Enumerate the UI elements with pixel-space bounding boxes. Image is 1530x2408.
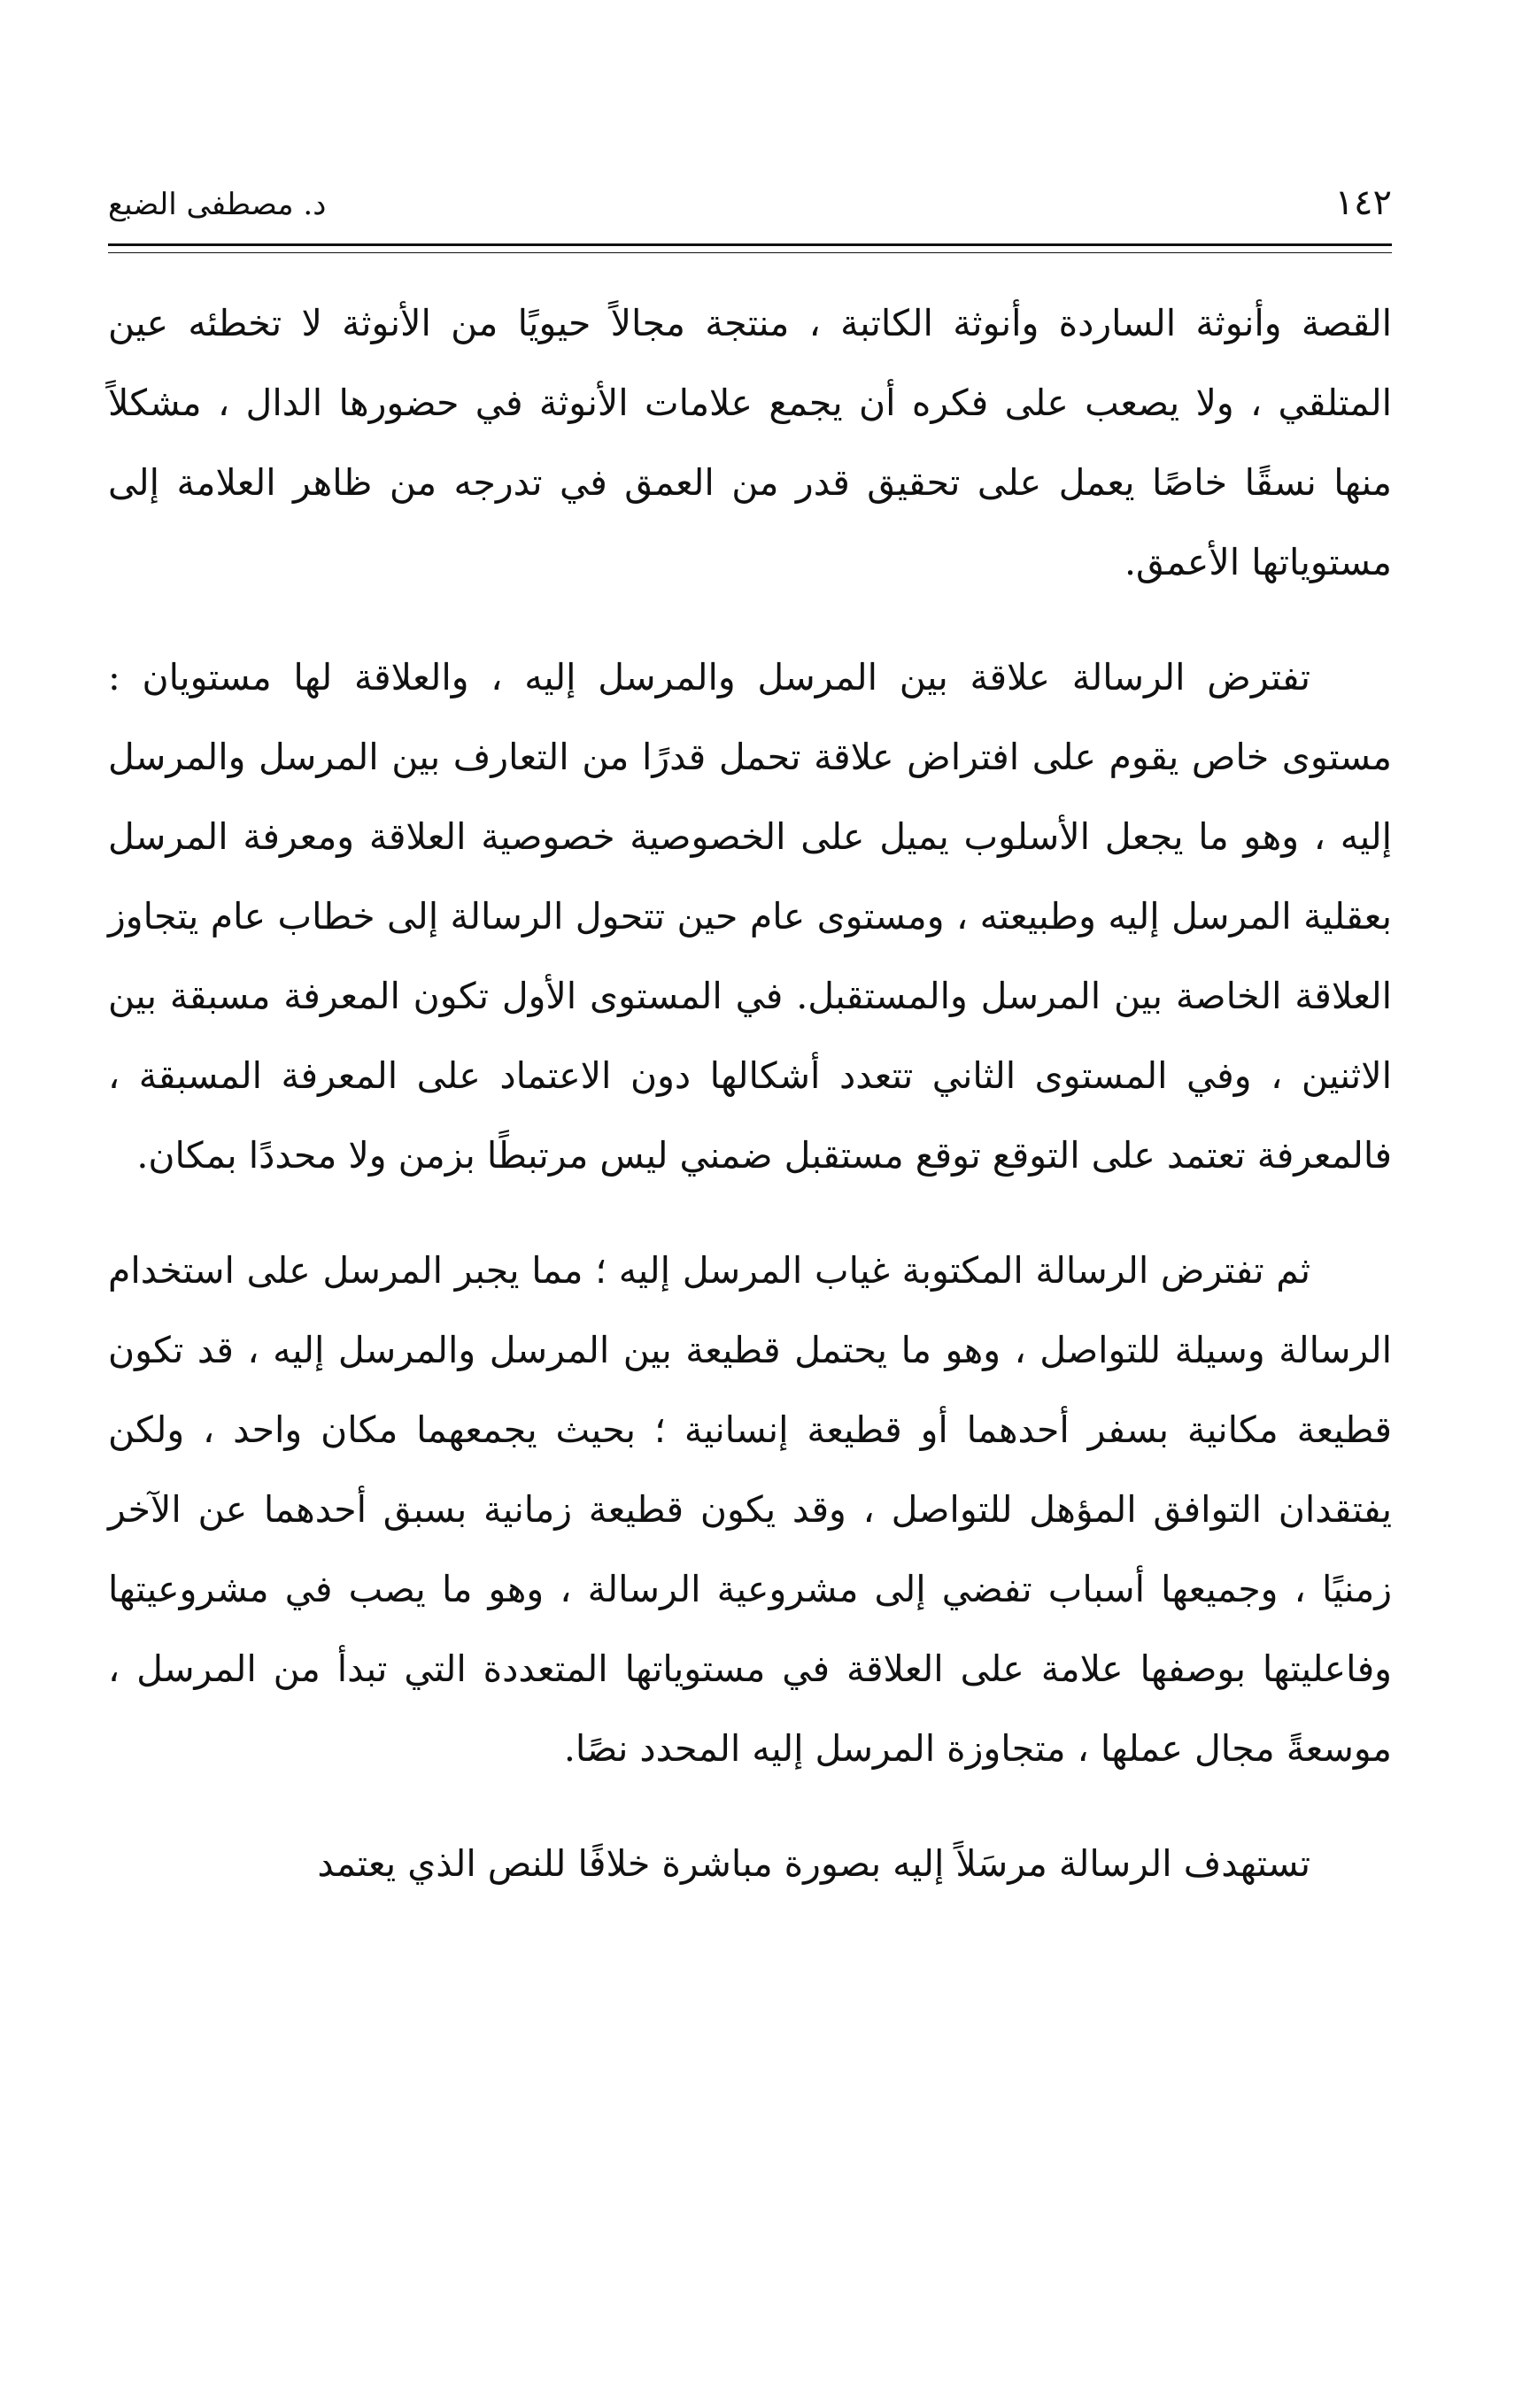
running-header — [108, 174, 1392, 235]
paragraph: تفترض الرسالة علاقة بين المرسل والمرسل إليه ، والعلاقة لها مستويان : مستوى خاص يقوم على افتراض علاقة تحمل قدرًا من التعارف بين المرسل والمرسل إليه ، وهو ما يجعل الأسلوب يميل على الخصوصية خصوصية العلاقة ومعرفة المرسل بعقلية المرسل إليه وطبيعته ، ومستوى عام حين تتحول الرسالة إلى خطاب عام يتجاوز العلاقة الخاصة بين المرسل والمستقبل. في المستوى الأول تكون المعرفة مسبقة بين الاثنين ، وفي المستوى الثاني تتعدد أشكالها دون الاعتماد على المعرفة المسبقة ، فالمعرفة تعتمد على التوقع توقع مستقبل ضمني ليس مرتبطًا بزمن ولا محددًا بمكان. — [108, 656, 1392, 1177]
paragraph: تستهدف الرسالة مرسَلاً إليه بصورة مباشرة خلافًا للنص الذي يعتمد — [317, 1842, 1310, 1885]
running-header-author: د. مصطفى الضبع — [108, 187, 327, 222]
paragraph: ثم تفترض الرسالة المكتوبة غياب المرسل إليه ؛ مما يجبر المرسل على استخدام الرسالة وسيلة للتواصل ، وهو ما يحتمل قطيعة بين المرسل والمرسل إليه ، قد تكون قطيعة مكانية بسفر أحدهما أو قطيعة إنسانية ؛ بحيث يجمعهما مكان واحد ، ولكن يفتقدان التوافق المؤهل للتواصل ، وقد يكون قطيعة زمانية بسبق أحدهما عن الآخر زمنيًا ، وجميعها أسباب تفضي إلى مشروعية الرسالة ، وهو ما يصب في مشروعيتها وفاعليتها بوصفها علامة على العلاقة في مستوياتها المتعددة التي تبدأ من المرسل ، موسعةً مجال عملها ، متجاوزة المرسل إليه المحدد نصًا. — [108, 1249, 1392, 1770]
header-divider-thick — [108, 243, 1392, 246]
header-divider-thin — [108, 252, 1392, 253]
page-number: ١٤٢ — [1334, 182, 1392, 223]
paragraph: القصة وأنوثة الساردة وأنوثة الكاتبة ، منتجة مجالاً حيويًا من الأنوثة لا تخطئه عين المتلقي ، ولا يصعب على فكره أن يجمع علامات الأنوثة في حضورها الدال ، مشكلاً منها نسقًا خاصًا يعمل على تحقيق قدر من العمق في تدرجه من ظاهر العلامة إلى مستوياتها الأعمق. — [108, 302, 1392, 583]
body-text — [108, 283, 1392, 1939]
